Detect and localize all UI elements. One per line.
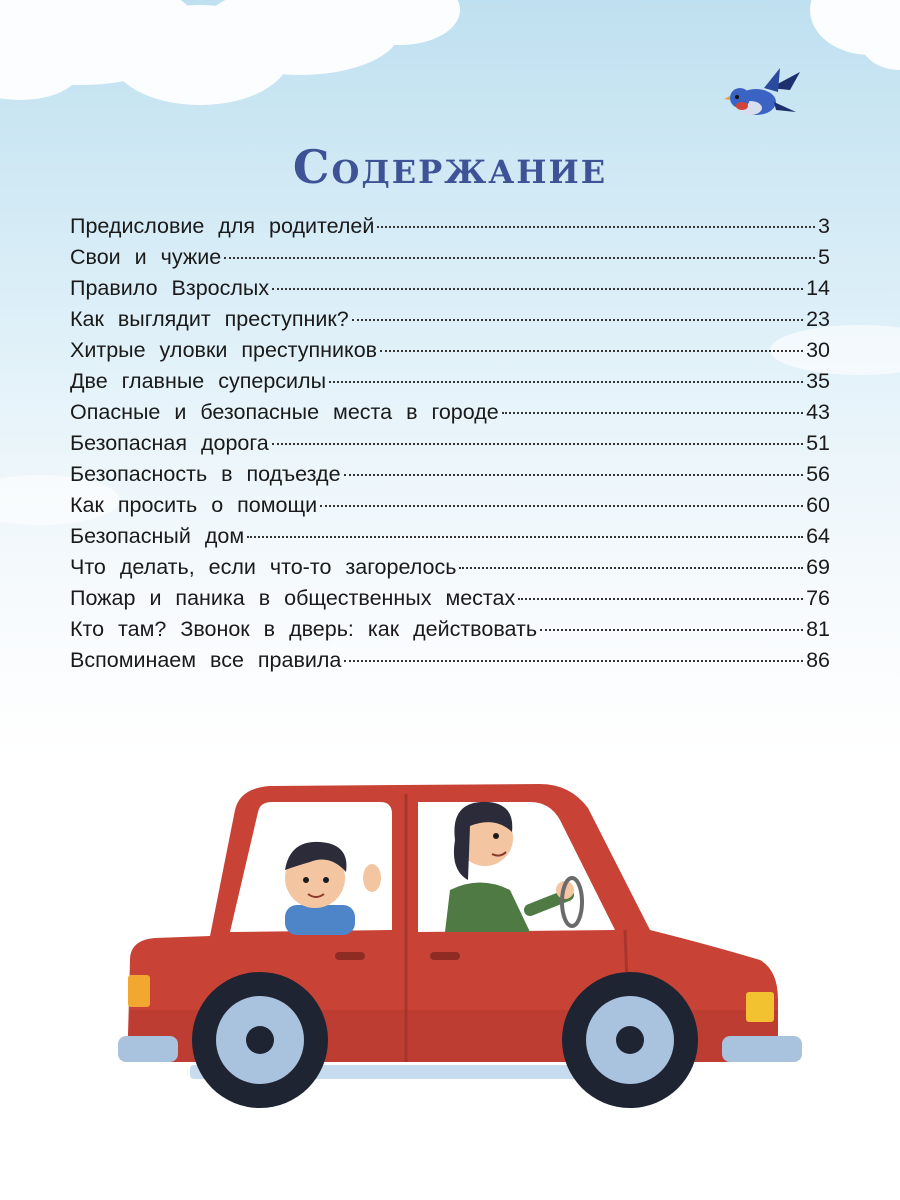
toc-entry-title: Хитрые уловки преступников bbox=[70, 338, 378, 362]
toc-entry bbox=[70, 648, 830, 679]
toc-entry-page: 43 bbox=[806, 400, 830, 424]
dot-leader bbox=[459, 567, 803, 569]
dot-leader bbox=[540, 629, 803, 631]
toc-entry bbox=[70, 307, 830, 338]
dot-leader bbox=[329, 381, 803, 383]
toc-entry-title: Как выглядит преступник? bbox=[70, 307, 349, 331]
toc-entry-page: 60 bbox=[806, 493, 830, 517]
headlight bbox=[746, 992, 774, 1022]
toc-entry-title: Безопасность в подъезде bbox=[70, 462, 341, 486]
toc-entry bbox=[70, 586, 830, 617]
toc-entry-title: Предисловие для родителей bbox=[70, 214, 375, 238]
rear-wheel bbox=[192, 972, 328, 1108]
toc-entry-page: 51 bbox=[806, 431, 830, 455]
tail-light bbox=[128, 975, 150, 1007]
toc-entry bbox=[70, 276, 830, 307]
toc-entry bbox=[70, 524, 830, 555]
toc-entry-page: 81 bbox=[806, 617, 830, 641]
page-title: Содержание bbox=[292, 140, 608, 194]
toc-entry-page: 86 bbox=[806, 648, 830, 672]
dot-leader bbox=[320, 505, 803, 507]
front-bumper bbox=[722, 1036, 802, 1062]
toc-entry bbox=[70, 493, 830, 524]
toc-entry-title: Как просить о помощи bbox=[70, 493, 318, 517]
toc-entry-title: Кто там? Звонок в дверь: как действовать bbox=[70, 617, 538, 641]
toc-entry bbox=[70, 617, 830, 648]
toc-entry bbox=[70, 555, 830, 586]
toc-entry bbox=[70, 214, 830, 245]
dot-leader bbox=[502, 412, 803, 414]
toc-entry-title: Что делать, если что-то загорелось bbox=[70, 555, 457, 579]
toc-entry-title: Безопасная дорога bbox=[70, 431, 269, 455]
red-car-illustration bbox=[110, 770, 810, 1110]
dot-leader bbox=[344, 474, 804, 476]
toc-entry-page: 3 bbox=[818, 214, 830, 238]
toc-entry-page: 5 bbox=[818, 245, 830, 269]
toc-entry bbox=[70, 431, 830, 462]
toc-entry-title: Правило Взрослых bbox=[70, 276, 270, 300]
dot-leader bbox=[380, 350, 803, 352]
toc-entry bbox=[70, 369, 830, 400]
toc-entry-title: Пожар и паника в общественных местах bbox=[70, 586, 516, 610]
toc-entry-page: 64 bbox=[806, 524, 830, 548]
toc-entry-title: Вспоминаем все правила bbox=[70, 648, 342, 672]
table-of-contents bbox=[70, 214, 830, 679]
dot-leader bbox=[352, 319, 803, 321]
toc-entry-page: 14 bbox=[806, 276, 830, 300]
dot-leader bbox=[344, 660, 803, 662]
toc-entry-title: Безопасный дом bbox=[70, 524, 245, 548]
toc-entry-page: 69 bbox=[806, 555, 830, 579]
toc-entry-page: 23 bbox=[806, 307, 830, 331]
toc-entry bbox=[70, 400, 830, 431]
toc-entry-page: 30 bbox=[806, 338, 830, 362]
toc-entry-page: 35 bbox=[806, 369, 830, 393]
dot-leader bbox=[272, 443, 803, 445]
dot-leader bbox=[224, 257, 815, 259]
toc-entry-page: 76 bbox=[806, 586, 830, 610]
dot-leader bbox=[247, 536, 803, 538]
front-wheel bbox=[562, 972, 698, 1108]
rear-bumper bbox=[118, 1036, 178, 1062]
dot-leader bbox=[272, 288, 803, 290]
dot-leader bbox=[377, 226, 815, 228]
toc-entry-title: Опасные и безопасные места в городе bbox=[70, 400, 499, 424]
toc-entry-title: Две главные суперсилы bbox=[70, 369, 327, 393]
bluebird-icon bbox=[720, 66, 804, 130]
toc-entry bbox=[70, 462, 830, 493]
dot-leader bbox=[518, 598, 803, 600]
toc-entry bbox=[70, 245, 830, 276]
toc-entry bbox=[70, 338, 830, 369]
toc-entry-title: Свои и чужие bbox=[70, 245, 222, 269]
toc-entry-page: 56 bbox=[806, 462, 830, 486]
